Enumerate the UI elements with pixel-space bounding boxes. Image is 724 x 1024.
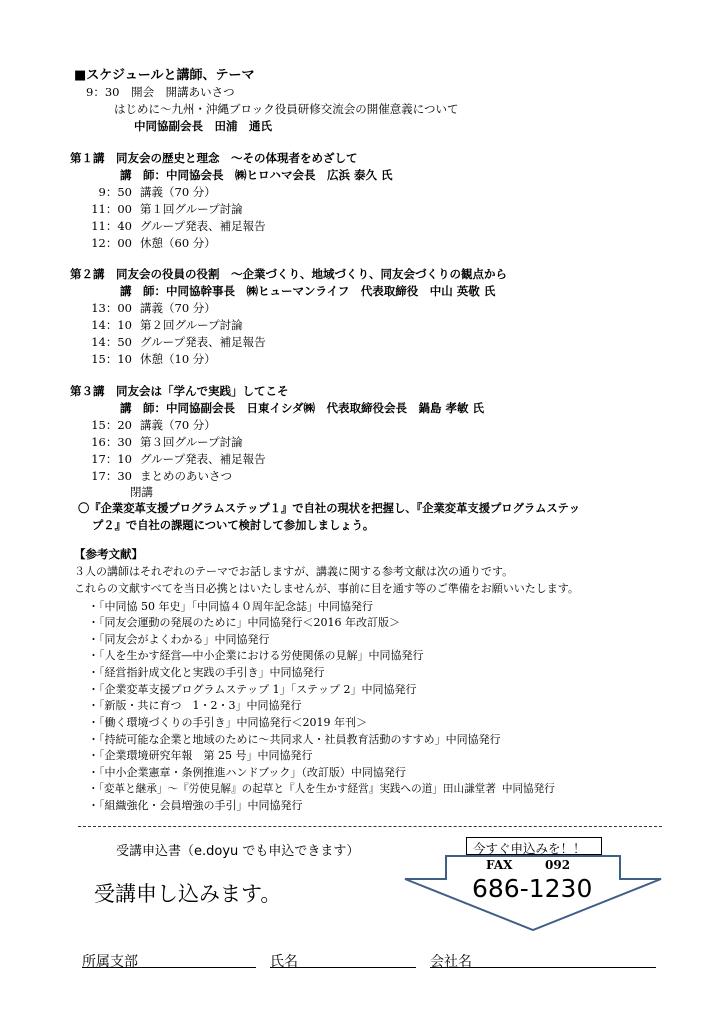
reference-item — [88, 764, 406, 780]
opening-text: 開会 開講あいさつ — [131, 85, 235, 99]
lecture-3-item — [86, 451, 266, 467]
item-time: 15：10 — [91, 352, 132, 366]
reference-item — [88, 781, 555, 796]
reference-publisher: 中同協発行 — [247, 799, 303, 812]
reference-publisher: 中同協発行 — [214, 633, 270, 646]
reference-item — [88, 714, 367, 730]
reference-item — [88, 731, 501, 747]
item-time: 17：10 — [91, 452, 132, 466]
item-text: グループ発表、補足報告 — [140, 219, 266, 233]
reference-publisher: 中同協発行 — [350, 766, 406, 779]
reference-title: ・「組織強化・会員増強の手引」 — [88, 799, 248, 812]
references-heading: 【参考文献】 — [74, 547, 143, 561]
item-text: 第２回グループ討論 — [140, 318, 243, 332]
lecture-1-item — [86, 218, 266, 234]
company-field-line[interactable] — [430, 967, 656, 968]
item-time: 17：30 — [91, 469, 132, 483]
reference-publisher: 中同協発行 — [318, 600, 373, 613]
intro-text: はじめに～九州・沖縄ブロック役員研修交流会の開催意義について — [114, 102, 459, 116]
reference-title: ・「新版・共に育つ 1・2・3」 — [88, 699, 247, 712]
lecture-3-item — [86, 468, 232, 484]
item-text: 休憩（60 分） — [140, 236, 216, 250]
lecture-3-speaker: 講 師：中同協副会長 日東イシダ㈱ 代表取締役会長 鍋島 孝敏 氏 — [120, 401, 485, 415]
lecture-2-item — [86, 317, 243, 333]
reference-publisher: 中同協発行 — [368, 649, 424, 662]
item-text: グループ発表、補足報告 — [140, 452, 266, 466]
reference-publisher: 中同協発行 — [445, 733, 501, 746]
reference-item — [88, 697, 302, 713]
reference-title: ・「同友会運動の発展のために」 — [88, 616, 248, 629]
apply-text: 受講申し込みます。 — [94, 882, 282, 906]
lecture-2-item — [86, 351, 216, 367]
note-line-1: 〇『企業変革支援プログラムステップ１』で自社の現状を把握し、『企業変革支援プログラムステッ — [78, 502, 581, 515]
reference-title: ・「経営指針成文化と実践の手引き」 — [88, 666, 270, 679]
reference-item — [88, 747, 313, 763]
item-text: 休憩（10 分） — [140, 352, 216, 366]
lecture-2-title: 第２講 同友会の役員の役割 ～企業づくり、地域づくり、同友会づくりの観点から — [70, 267, 507, 281]
apply-now-banner — [466, 837, 602, 855]
reference-item — [88, 797, 303, 813]
reference-title: ・「中小企業憲章・条例推進ハンドブック」（改訂版） — [88, 766, 351, 779]
intro-speaker: 中同協副会長 田浦 通氏 — [134, 119, 272, 133]
item-time: 9：50 — [98, 185, 132, 199]
lecture-3-item — [86, 417, 216, 433]
name-field-label: 氏名 — [270, 954, 298, 970]
item-time: 12：00 — [91, 236, 132, 250]
item-text: 講義（70 分） — [140, 418, 216, 432]
schedule-heading: ■スケジュールと講師、テーマ — [74, 68, 255, 83]
item-time: 14：10 — [91, 318, 132, 332]
reference-title: ・「変革と継承」～『労使見解』の起草と『人を生かす経営』実践への道」田山謙堂著 — [88, 783, 496, 795]
lecture-2-item — [86, 334, 266, 350]
reference-title: ・「企業変革支援プログラムステップ 1」「ステップ 2」 — [88, 683, 362, 696]
note-line-2: プ２』で自社の課題について検討して参加しましょう。 — [92, 519, 375, 532]
fax-label: FAX — [486, 858, 513, 872]
item-time: 15：20 — [91, 418, 132, 432]
branch-field-label: 所属支部 — [82, 954, 138, 970]
fax-number: 686-1230 — [472, 874, 593, 903]
lecture-1-title: 第１講 同友会の歴史と理念 ～その体現者をめざして — [70, 151, 358, 165]
reference-title: ・「中同協 50 年史」「中同協４０周年記念誌」 — [88, 600, 318, 613]
item-text: 講義（70 分） — [140, 301, 216, 315]
opening-time: 9：30 — [86, 85, 120, 99]
item-text: まとめのあいさつ — [140, 469, 232, 483]
reference-item — [88, 664, 325, 680]
lecture-3-title: 第３講 同友会は「学んで実践」してこそ — [70, 384, 289, 398]
reference-publisher: 中同協発行 — [246, 699, 302, 712]
reference-item — [88, 614, 400, 630]
lecture-1-item — [86, 184, 216, 200]
reference-title: ・「働く環境づくりの手引き」 — [88, 716, 237, 729]
lecture-2-speaker: 講 師：中同協幹事長 ㈱ヒューマンライフ 代表取締役 中山 英敬 氏 — [120, 284, 496, 298]
reference-item — [88, 598, 373, 614]
reference-publisher: 中同協発行 — [361, 683, 417, 696]
reference-title: ・「持続可能な企業と地域のために～共同求人・社員教育活動のすすめ」 — [88, 733, 446, 746]
apply-now-text: 今すぐ申込みを！！ — [473, 841, 586, 856]
reference-item — [88, 681, 416, 697]
item-text: グループ発表、補足報告 — [140, 335, 266, 349]
item-text: 第３回グループ討論 — [140, 435, 243, 449]
schedule-opening — [86, 84, 235, 100]
lecture-1-item — [86, 201, 243, 217]
lecture-2-item — [86, 300, 216, 316]
reference-publisher: 中同協発行＜2019 年刊＞ — [236, 716, 367, 729]
reference-publisher: 中同協発行 — [501, 783, 555, 795]
reference-publisher: 中同協発行 — [257, 749, 313, 762]
references-intro-2: これらの文献すべてを当日必携とはいたしませんが、事前に目を通す等のご準備をお願いいたします。 — [74, 582, 579, 595]
branch-field-line[interactable] — [82, 967, 256, 968]
item-time: 11：00 — [91, 202, 132, 216]
item-time: 11：40 — [91, 219, 132, 233]
item-time: 14：50 — [91, 335, 132, 349]
closing-text: 閉講 — [130, 485, 153, 499]
cut-line — [78, 826, 662, 827]
item-time: 13：00 — [91, 301, 132, 315]
name-field-line[interactable] — [270, 967, 416, 968]
reference-publisher: 中同協発行＜2016 年改訂版＞ — [247, 616, 400, 629]
fax-area-code: 092 — [545, 858, 571, 872]
reference-title: ・「企業環境研究年報 第 25 号」 — [88, 749, 258, 762]
reference-item — [88, 631, 270, 647]
item-time: 16：30 — [91, 435, 132, 449]
reference-publisher: 中同協発行 — [269, 666, 325, 679]
item-text: 第１回グループ討論 — [140, 202, 243, 216]
form-title: 受講申込書（e.doyu でも申込できます） — [116, 844, 360, 859]
lecture-1-speaker: 講 師：中同協会長 ㈱ヒロハマ会長 広浜 泰久 氏 — [120, 168, 393, 182]
company-field-label: 会社名 — [430, 954, 472, 970]
reference-title: ・「人を生かす経営―中小企業における労使関係の見解」 — [88, 649, 369, 662]
lecture-1-item — [86, 235, 216, 251]
reference-item — [88, 647, 424, 663]
references-intro-1: ３人の講師はそれぞれのテーマでお話しますが、講義に関する参考文献は次の通りです。 — [74, 565, 514, 578]
lecture-3-item — [86, 434, 243, 450]
item-text: 講義（70 分） — [140, 185, 216, 199]
reference-title: ・「同友会がよくわかる」 — [88, 633, 215, 646]
